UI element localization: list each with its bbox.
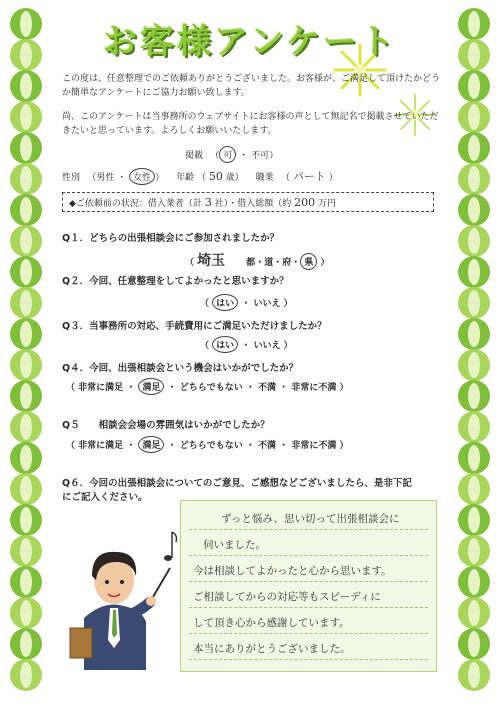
- intro-paragraph-2: 尚、このアンケートは当事務所のウェブサイトにお客様の声として無記名で掲載させていただきたいと思っています。よろしくお願いいたします。: [62, 112, 439, 136]
- profile-row: 性別 （男性 ・ 女性 ） 年齢 （ 50 歳） 職業 （ パート ）: [62, 170, 338, 183]
- comment-rule: [189, 529, 428, 530]
- q4-option-neutral[interactable]: どちらでもない: [179, 383, 243, 393]
- leaf-highlight: [20, 600, 32, 626]
- leaf-highlight: [468, 321, 480, 347]
- question-2: Q２．今回、任意整理をしてよかったと思いますか？: [62, 276, 289, 287]
- gender-label: 性別: [62, 173, 81, 183]
- gender-male-option[interactable]: 男性: [96, 173, 115, 183]
- q1-ken-option[interactable]: 県: [300, 253, 317, 270]
- leaf-highlight: [468, 383, 480, 409]
- comment-line-text: ご相談してからの対応等もスピーディに: [193, 591, 381, 603]
- age-value[interactable]: 50: [208, 170, 223, 183]
- leaf-highlight: [468, 476, 480, 502]
- comment-rule: [189, 607, 428, 608]
- question-3: Q３．当事務所の対応、手続費用にご満足いただけましたか？: [62, 321, 327, 332]
- leaf-highlight: [468, 228, 480, 254]
- businessman-illustration: [62, 510, 182, 670]
- comment-rule: [189, 659, 428, 660]
- comment-rule: [189, 555, 428, 556]
- comment-rule: [189, 633, 428, 634]
- leaf-highlight: [20, 414, 32, 440]
- leaf-highlight: [468, 104, 480, 130]
- job-value[interactable]: パート: [292, 170, 326, 183]
- music-note-icon: [164, 532, 177, 561]
- q5-answer: （ 非常に満足 ・ 満足 ・ どちらでもない ・ 不満 ・ 非常に不満 ）: [66, 436, 348, 453]
- leaf-highlight: [468, 290, 480, 316]
- publish-label: 掲載: [185, 151, 204, 161]
- q1-answer: （ 埼玉 都・道・府・ 県 ）: [185, 253, 330, 269]
- q3-no-option[interactable]: いいえ: [253, 341, 281, 351]
- leaf-highlight: [468, 352, 480, 378]
- gender-female-option[interactable]: 女性: [129, 168, 155, 185]
- leaf-highlight: [468, 259, 480, 285]
- leaf-highlight: [20, 290, 32, 316]
- leaf-highlight: [20, 197, 32, 223]
- leaf-highlight: [20, 662, 32, 688]
- leaf-highlight: [20, 228, 32, 254]
- q4-option-very-satisfied[interactable]: 非常に満足: [78, 383, 124, 393]
- leaf-highlight: [20, 42, 32, 68]
- q4-option-dissatisfied[interactable]: 不満: [258, 383, 277, 393]
- publish-row: 掲載 （ 可 ・ 不可）: [185, 146, 278, 163]
- intro-text: [62, 72, 447, 148]
- q5-option-very-dissatisfied[interactable]: 非常に不満: [291, 441, 337, 451]
- leaf-highlight: [468, 631, 480, 657]
- left-leaf-border: [6, 8, 46, 698]
- leaf-highlight: [20, 476, 32, 502]
- q5-option-neutral[interactable]: どちらでもない: [179, 441, 243, 451]
- q2-yes-option[interactable]: はい: [212, 294, 238, 311]
- leaf-highlight: [468, 135, 480, 161]
- leaf-highlight: [20, 11, 32, 37]
- leaf-highlight: [20, 631, 32, 657]
- q5-option-very-satisfied[interactable]: 非常に満足: [78, 441, 124, 451]
- leaf-highlight: [468, 166, 480, 192]
- leaf-highlight: [20, 507, 32, 533]
- q2-answer: （ はい ・ いいえ ）: [200, 294, 293, 311]
- q3-yes-option[interactable]: はい: [212, 336, 238, 353]
- leaf-highlight: [468, 507, 480, 533]
- comment-line-text: 伺いました。: [203, 539, 266, 551]
- q2-no-option[interactable]: いいえ: [253, 299, 281, 309]
- loan-amount[interactable]: 200: [294, 196, 316, 209]
- leaf-highlight: [468, 42, 480, 68]
- leaf-highlight: [468, 569, 480, 595]
- comment-rule: [189, 581, 428, 582]
- leaf-highlight: [468, 445, 480, 471]
- q4-option-satisfied[interactable]: 満足: [138, 378, 164, 395]
- page-title: お客様アンケート: [103, 22, 397, 62]
- leaf-highlight: [20, 383, 32, 409]
- q1-prefecture-value[interactable]: 埼玉: [197, 253, 226, 269]
- age-label: 年齢: [176, 173, 195, 183]
- leaf-highlight: [20, 352, 32, 378]
- q3-answer: （ はい ・ いいえ ）: [200, 336, 293, 353]
- comment-line-text: ずっと悩み、思い切って出張相談会に: [221, 513, 400, 525]
- leaf-highlight: [20, 104, 32, 130]
- question-5: Q５ 相談会会場の雰囲気はいかがでしたか？: [62, 420, 270, 431]
- leaf-highlight: [468, 11, 480, 37]
- job-label: 職業: [255, 173, 274, 183]
- question-1: Q１．どちらの出張相談会にご参加されましたか？: [62, 233, 280, 244]
- leaf-highlight: [20, 135, 32, 161]
- leaf-highlight: [20, 538, 32, 564]
- q5-option-satisfied[interactable]: 満足: [138, 436, 164, 453]
- comment-line-text: して頂き心から感謝しています。: [193, 617, 350, 629]
- question-4: Q４．今回、出張相談会という機会はいかがでしたか？: [62, 363, 299, 374]
- publish-no-option[interactable]: 不可: [251, 151, 270, 161]
- q5-option-dissatisfied[interactable]: 不満: [258, 441, 277, 451]
- right-leaf-border: [454, 8, 494, 698]
- q4-option-very-dissatisfied[interactable]: 非常に不満: [291, 383, 337, 393]
- leaf-highlight: [468, 538, 480, 564]
- leaf-highlight: [20, 259, 32, 285]
- question-6-line-2: にご記入ください。: [62, 492, 148, 503]
- comment-line-text: 本当にありがとうございました。: [193, 643, 351, 655]
- leaf-highlight: [20, 445, 32, 471]
- leaf-highlight: [20, 321, 32, 347]
- leaf-highlight: [468, 662, 480, 688]
- leaf-highlight: [468, 600, 480, 626]
- prior-status-box: ◆ご依頼前の状況：借入業者（計 3 社）・借入総額（約 200 万円: [62, 192, 434, 212]
- leaf-highlight: [20, 73, 32, 99]
- leaf-highlight: [468, 197, 480, 223]
- leaf-highlight: [468, 414, 480, 440]
- leaf-highlight: [468, 73, 480, 99]
- comment-box[interactable]: [180, 500, 437, 672]
- leaf-highlight: [20, 569, 32, 595]
- question-6: Q６．今回の出張相談会についてのご意見、ご感想などございましたら、是非下記: [62, 478, 412, 489]
- leaf-highlight: [20, 166, 32, 192]
- intro-paragraph-1: この度は、任意整理でのご依頼ありがとうございました。お客様が、ご満足して頂けたかどうか簡単なアンケートにご協力お願い致します。: [62, 74, 441, 98]
- comment-line-text: 今は相談してよかったと心から思います。: [193, 565, 392, 577]
- q4-answer: （ 非常に満足 ・ 満足 ・ どちらでもない ・ 不満 ・ 非常に不満 ）: [66, 378, 348, 395]
- lender-count[interactable]: 3: [204, 196, 212, 209]
- publish-yes-option[interactable]: 可: [219, 146, 236, 163]
